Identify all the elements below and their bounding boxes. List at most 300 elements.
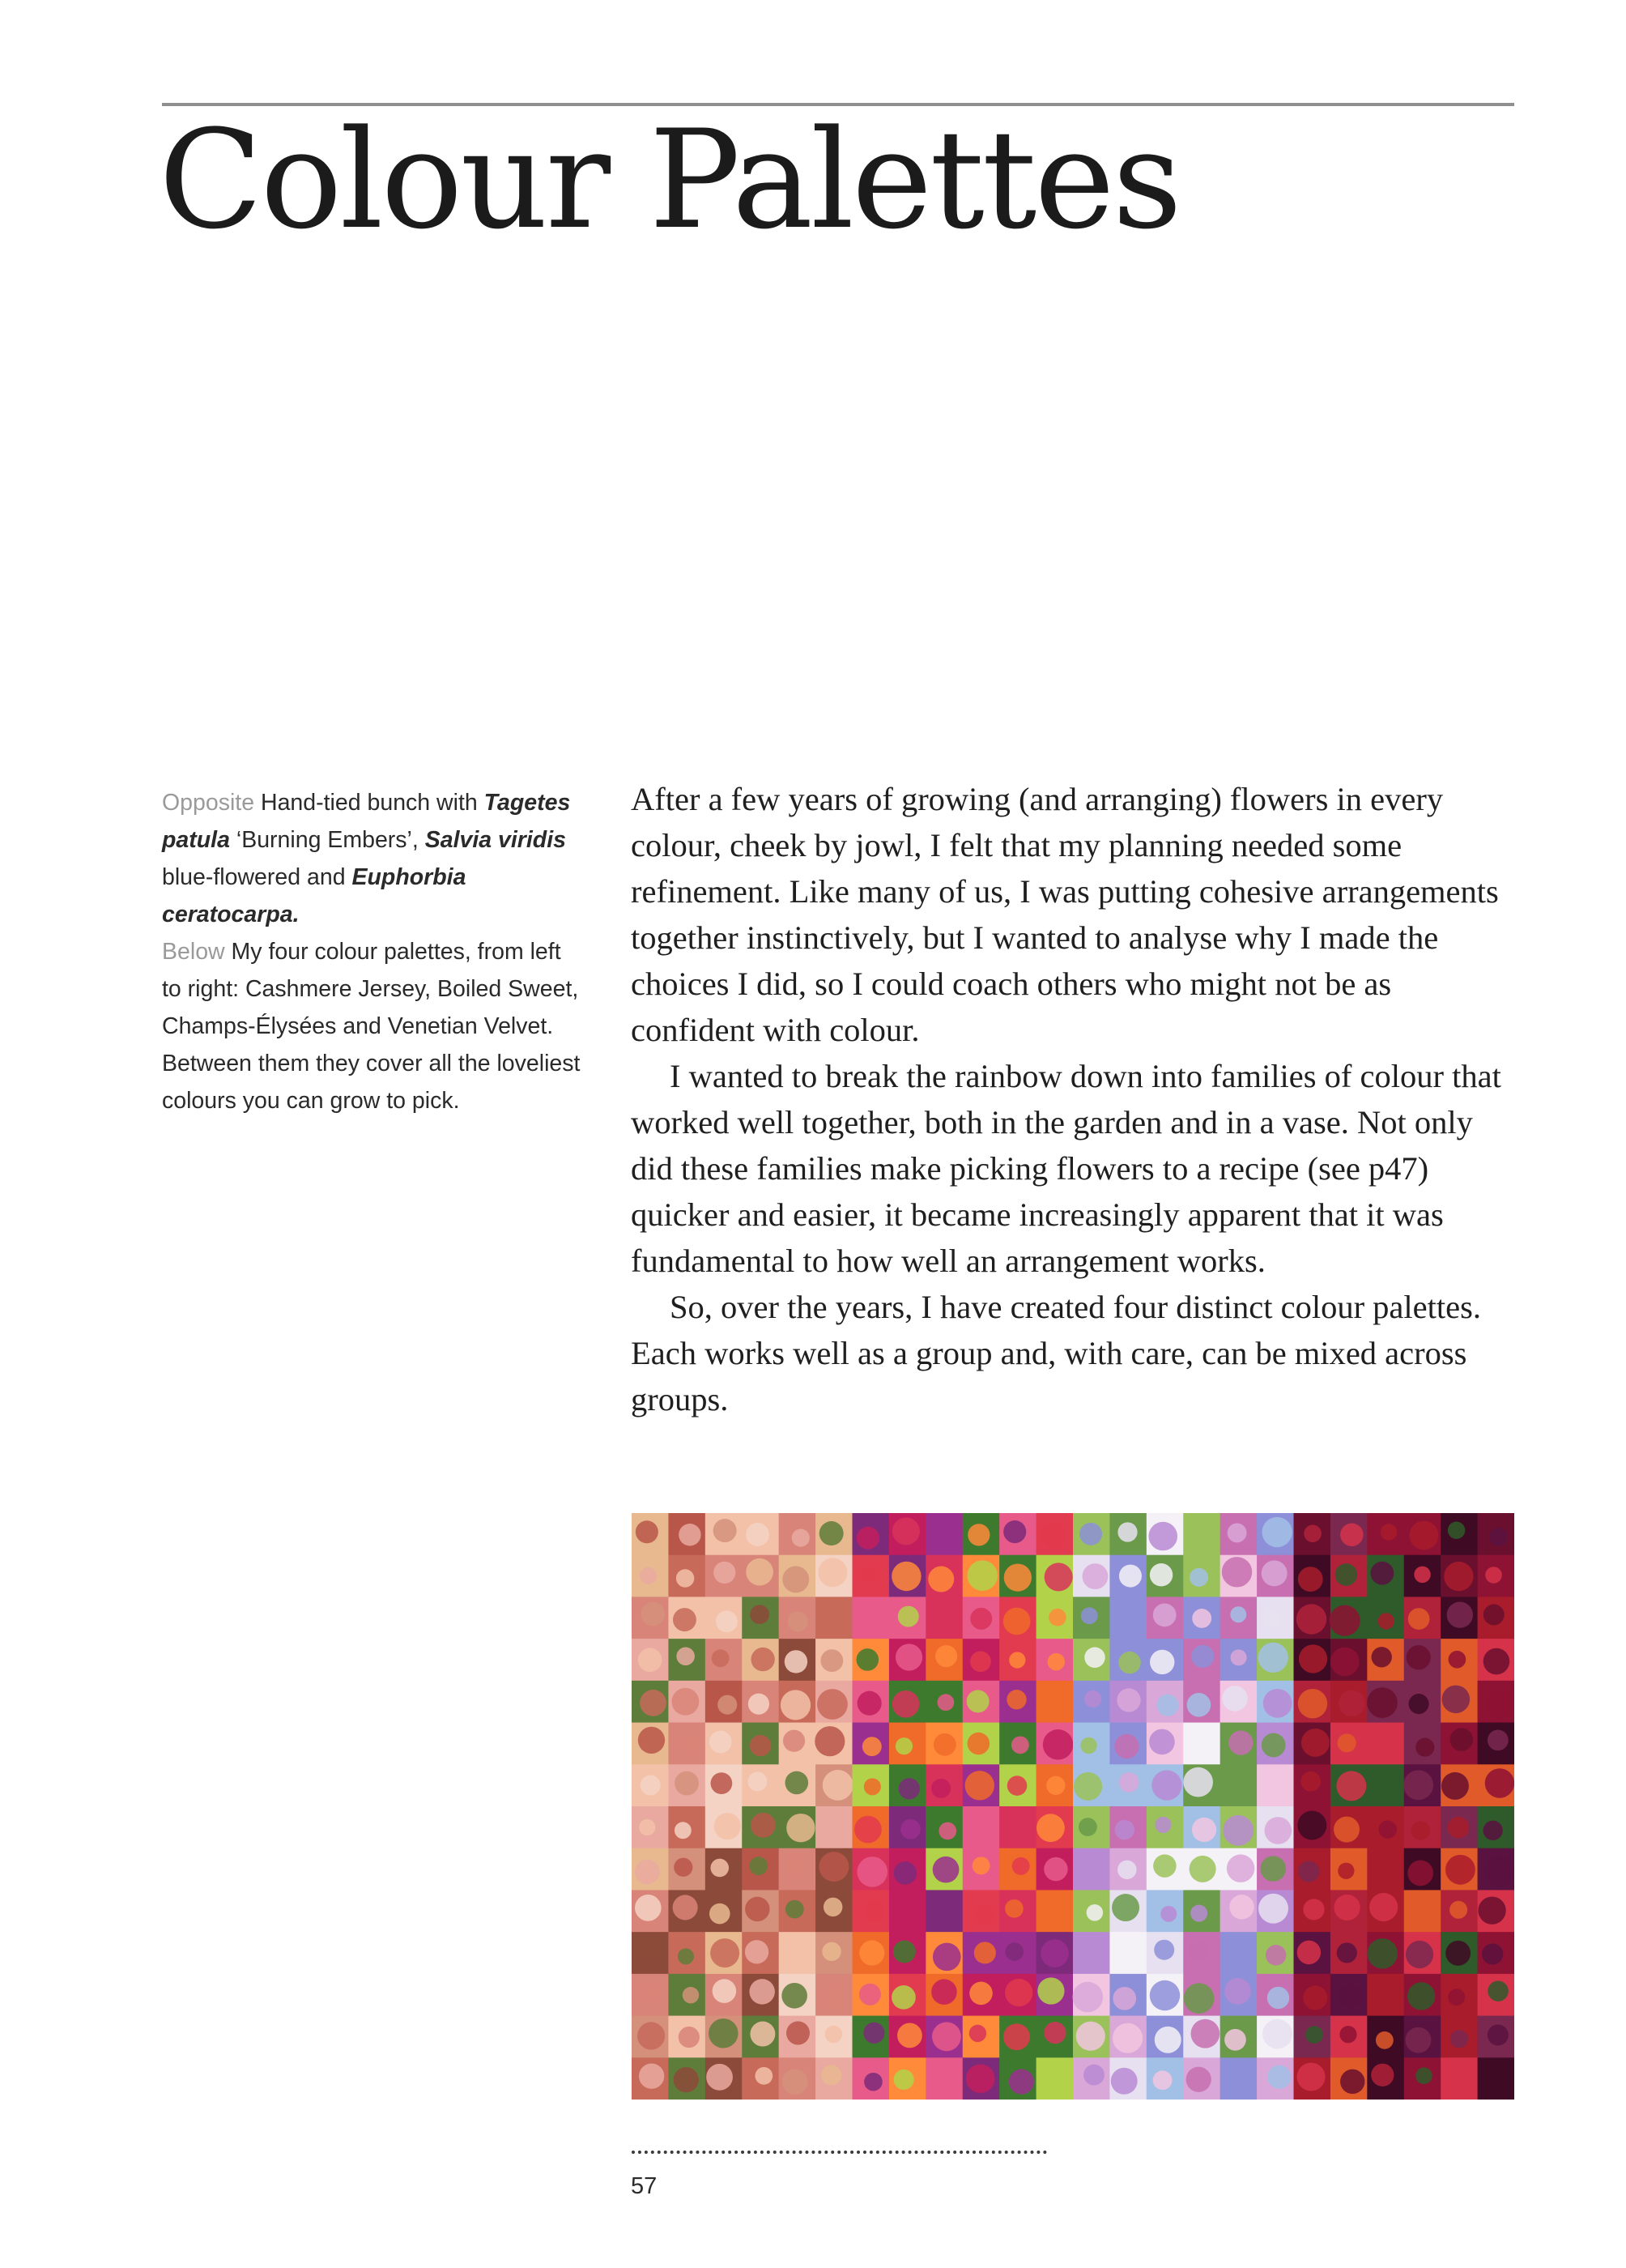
flower-tile [1330,1723,1368,1765]
flower-tile [742,1639,779,1681]
flower-tile [999,2057,1036,2100]
caption-species-1: Tagetes patula [162,790,571,853]
flower-tile [632,1806,669,1848]
flower-tile [742,1806,779,1848]
flower-tile [1257,1764,1294,1806]
flower-tile [1036,1681,1074,1723]
flower-tile [926,1764,963,1806]
flower-tile [1147,1848,1184,1891]
flower-tile [1183,1723,1220,1765]
flower-tile [1441,1681,1478,1723]
flower-tile [779,2057,816,2100]
flower-tile [1404,1681,1441,1723]
flower-tile [963,1723,1000,1765]
caption-species-2: Salvia viridis [424,827,566,853]
flower-tile [1220,1723,1258,1765]
flower-tile [999,1723,1036,1765]
flower-tile [1109,1848,1147,1891]
flower-tile [632,1639,669,1681]
flower-tile [1367,1597,1404,1639]
flower-tile [853,1848,890,1891]
flower-tile [668,1597,705,1639]
flower-tile [779,1555,816,1597]
flower-tile [1036,1848,1074,1891]
flower-tile [779,1974,816,2016]
flower-tile [632,1723,669,1765]
flower-tile [889,1764,926,1806]
flower-tile [889,1932,926,1974]
flower-tile [705,1681,743,1723]
flower-tile [1294,1513,1331,1555]
flower-tile [853,2016,890,2058]
flower-tile [705,1848,743,1891]
flower-tile [926,1681,963,1723]
flower-tile [1367,1513,1404,1555]
flower-tile [632,1597,669,1639]
flower-tile [1257,1681,1294,1723]
flower-tile [1367,1890,1404,1932]
flower-tile [1257,1639,1294,1681]
flower-tile [926,1597,963,1639]
flower-tile [779,1806,816,1848]
flower-tile [1441,1806,1478,1848]
flower-tile [668,1890,705,1932]
flower-tile [742,1848,779,1891]
flower-tile [1257,2057,1294,2100]
flower-tile [1367,2016,1404,2058]
flower-tile [1367,1848,1404,1891]
flower-tile [779,1848,816,1891]
flower-tile [926,1639,963,1681]
flower-tile [1109,1890,1147,1932]
flower-tile [853,1723,890,1765]
flower-tile [1330,1639,1368,1681]
flower-tile [1478,2016,1514,2058]
flower-tile [963,1806,1000,1848]
flower-tile [1183,1974,1220,2016]
flower-tile [815,1639,853,1681]
flower-tile [853,1764,890,1806]
flower-tile [1441,1932,1478,1974]
flower-tile [926,2016,963,2058]
flower-tile [1109,1555,1147,1597]
flower-tile [1183,1513,1220,1555]
flower-tile [705,2057,743,2100]
flower-tile [779,1513,816,1555]
flower-tile [1294,1806,1331,1848]
flower-tile [632,1681,669,1723]
flower-tile [668,1513,705,1555]
flower-tile [999,1932,1036,1974]
flower-tile [1036,2016,1074,2058]
flower-tile [1441,2057,1478,2100]
flower-tile [1183,1597,1220,1639]
flower-tile [1478,1806,1514,1848]
flower-tile [1441,2016,1478,2058]
flower-tile [1330,1513,1368,1555]
flower-tile [668,1681,705,1723]
flower-tile [889,1723,926,1765]
flower-tile [1220,1764,1258,1806]
colour-palette-mosaic [632,1513,1514,2100]
flower-tile [889,1513,926,1555]
flower-tile [1220,1681,1258,1723]
flower-tile [1294,1555,1331,1597]
flower-tile [1294,1681,1331,1723]
flower-tile [632,1932,669,1974]
flower-tile [1257,1597,1294,1639]
flower-tile [1220,1555,1258,1597]
flower-tile [1478,1932,1514,1974]
flower-tile [742,1723,779,1765]
flower-tile [999,1848,1036,1891]
flower-tile [926,1513,963,1555]
flower-tile [1404,1890,1441,1932]
flower-tile [1257,1848,1294,1891]
flower-tile [853,1681,890,1723]
flower-tile [779,1639,816,1681]
flower-tile [1441,1639,1478,1681]
flower-tile [742,1932,779,1974]
flower-tile [853,1932,890,1974]
flower-tile [1147,1764,1184,1806]
flower-tile [1109,1974,1147,2016]
flower-tile [1478,1555,1514,1597]
flower-tile [1073,1555,1110,1597]
flower-tile [1441,1974,1478,2016]
flower-tile [1036,1513,1074,1555]
photo-caption [162,784,583,1119]
flower-tile [1478,1848,1514,1891]
flower-tile [779,1723,816,1765]
flower-tile [963,2016,1000,2058]
flower-tile [779,1890,816,1932]
flower-tile [815,1723,853,1765]
flower-tile [632,2057,669,2100]
flower-tile [1073,1932,1110,1974]
flower-tile [1330,1806,1368,1848]
flower-tile [1147,1555,1184,1597]
flower-tile [1073,1764,1110,1806]
flower-tile [1404,2057,1441,2100]
flower-tile [815,1890,853,1932]
flower-tile [853,2057,890,2100]
flower-tile [632,1848,669,1891]
flower-tile [815,1932,853,1974]
flower-tile [1404,1848,1441,1891]
flower-tile [963,1932,1000,1974]
flower-tile [1257,2016,1294,2058]
flower-tile [1404,1723,1441,1765]
flower-tile [742,1681,779,1723]
flower-tile [963,1513,1000,1555]
flower-tile [668,1806,705,1848]
flower-tile [889,1555,926,1597]
flower-tile [1147,1806,1184,1848]
flower-tile [1367,1932,1404,1974]
caption-below-label: Below [162,939,225,965]
flower-tile [889,1681,926,1723]
flower-tile [1147,2016,1184,2058]
flower-tile [1367,1639,1404,1681]
flower-tile [815,2057,853,2100]
flower-tile [1109,2057,1147,2100]
flower-tile [1441,1764,1478,1806]
flower-tile [632,1974,669,2016]
flower-tile [632,1890,669,1932]
body-paragraph-3: So, over the years, I have created four distinct colour palettes. Each works well as a group and, with care, can be mixed across groups. [631,1289,1481,1418]
body-text [631,776,1522,1422]
flower-tile [1183,2016,1220,2058]
flower-tile [963,1555,1000,1597]
flower-tile [1183,1764,1220,1806]
flower-tile [1478,2057,1514,2100]
flower-tile [1367,1974,1404,2016]
flower-tile [1478,1681,1514,1723]
flower-tile [1183,1806,1220,1848]
flower-tile [1073,1681,1110,1723]
flower-tile [668,1974,705,2016]
flower-tile [1073,1639,1110,1681]
flower-tile [1036,1764,1074,1806]
flower-tile [889,1974,926,2016]
flower-tile [1330,1974,1368,2016]
flower-tile [999,1974,1036,2016]
flower-tile [1257,1513,1294,1555]
flower-tile [705,1639,743,1681]
flower-tile [1147,1723,1184,1765]
flower-tile [1330,2057,1368,2100]
flower-tile [1147,2057,1184,2100]
flower-tile [1403,1764,1441,1806]
flower-tile [1294,1639,1331,1681]
flower-tile [1109,1597,1147,1639]
flower-tile [742,1513,779,1555]
flower-tile [999,1513,1036,1555]
flower-tile [1036,1932,1074,1974]
page-number: 57 [631,2173,658,2199]
flower-tile [889,2016,926,2058]
flower-tile [1183,1639,1220,1681]
flower-tile [1441,1848,1478,1891]
flower-tile [742,1974,779,2016]
flower-tile [815,1513,853,1555]
flower-tile [1441,1513,1478,1555]
flower-tile [1183,1848,1220,1891]
flower-tile [999,1890,1036,1932]
flower-tile [779,1764,816,1806]
flower-tile [1073,1723,1110,1765]
flower-tile [742,2016,779,2058]
flower-tile [742,1555,779,1597]
flower-tile [742,1890,779,1932]
dotted-rule [632,2151,1047,2154]
flower-tile [1367,1681,1404,1723]
flower-tile [779,1932,816,1974]
flower-tile [779,2016,816,2058]
flower-tile [742,1597,779,1639]
caption-species-1-cultivar: ‘Burning Embers’, [236,827,419,853]
flower-tile [963,2057,1000,2100]
caption-below [162,933,583,1119]
flower-tile [1294,1974,1331,2016]
flower-tile [705,1723,743,1765]
caption-opposite-label: Opposite [162,790,255,816]
flower-tile [1147,1639,1184,1681]
flower-tile [1294,2016,1331,2058]
flower-tile [1147,1681,1184,1723]
flower-tile [815,1597,853,1639]
flower-tile [999,1597,1036,1639]
flower-tile [815,1555,853,1597]
flower-tile [742,1764,779,1806]
flower-tile [1404,1597,1441,1639]
flower-tile [1220,1513,1258,1555]
flower-tile [1404,1974,1441,2016]
flower-tile [1257,1555,1294,1597]
flower-tile [963,1639,1000,1681]
flower-tile [1294,1597,1331,1639]
flower-tile [1294,1932,1331,1974]
flower-tile [1183,1555,1220,1597]
flower-tile [1367,2057,1404,2100]
flower-tile [1109,1513,1147,1555]
flower-tile [1036,1597,1074,1639]
flower-tile [889,1597,926,1639]
flower-tile [1073,1597,1110,1639]
flower-tile [1330,1681,1368,1723]
flower-tile [815,1974,853,2016]
flower-tile [815,1764,853,1806]
flower-tile [705,1974,743,2016]
caption-opposite [162,784,583,933]
flower-tile [1478,1513,1514,1555]
flower-tile [1183,1681,1220,1723]
flower-tile [1220,1639,1258,1681]
flower-tile [1220,1597,1258,1639]
flower-tile [1036,2057,1074,2100]
flower-tile [1147,1932,1184,1974]
flower-tile [853,1974,890,2016]
flower-tile [1294,1848,1331,1891]
flower-tile [1478,1764,1514,1806]
flower-tile [1220,2057,1258,2100]
flower-tile [1109,1639,1147,1681]
caption-species-3: Euphorbia ceratocarpa. [162,864,466,927]
flower-tile [999,1806,1036,1848]
flower-tile [999,1764,1036,1806]
flower-tile [1478,1974,1514,2016]
flower-tile [815,1681,853,1723]
flower-tile [1220,1806,1258,1848]
flower-tile [1367,1806,1404,1848]
flower-tile [668,1932,705,1974]
flower-tile [779,1597,816,1639]
flower-tile [853,1597,890,1639]
flower-tile [1220,1932,1258,1974]
flower-tile [1183,2057,1220,2100]
flower-tile [1330,2016,1368,2058]
flower-tile [1478,1639,1514,1681]
flower-tile [1404,1806,1441,1848]
flower-tile [668,1848,705,1891]
flower-tile [926,1890,963,1932]
flower-tile [1220,1848,1258,1891]
flower-tile [742,2057,779,2100]
flower-tile [926,2057,963,2100]
flower-tile [1072,1974,1109,2016]
flower-tile [1257,1974,1294,2016]
flower-tile [999,1681,1036,1723]
flower-tile [926,1555,963,1597]
flower-tile [1147,1974,1184,2016]
flower-tile [632,1555,669,1597]
flower-tile [853,1639,890,1681]
caption-below-text: My four colour palettes, from left to right: Cashmere Jersey, Boiled Sweet, Champs-Élysées and Venetian Velvet. Between them they cover all the loveliest colours you can grow to pick. [162,939,581,1114]
flower-tile [889,1890,926,1932]
flower-tile [668,2057,705,2100]
flower-tile [668,1723,705,1765]
flower-tile [1220,1890,1258,1932]
flower-tile [963,1974,1000,2016]
flower-tile [1294,1764,1331,1806]
flower-tile [926,1806,963,1848]
flower-tile [1294,2057,1331,2100]
flower-tile [1147,1890,1184,1932]
flower-tile [1478,1723,1514,1765]
flower-tile [1441,1723,1478,1765]
flower-tile [1367,1764,1404,1806]
flower-tile [999,1555,1036,1597]
flower-tile [1404,1555,1441,1597]
flower-tile [1073,1513,1110,1555]
flower-tile [1330,1597,1368,1639]
flower-tile [1073,1848,1110,1891]
flower-tile [1036,1555,1074,1597]
flower-tile [853,1513,890,1555]
flower-tile [668,1639,705,1681]
flower-tile [1183,1890,1220,1932]
flower-mosaic-image [632,1513,1514,2100]
flower-tile [926,1974,963,2016]
flower-tile [668,2016,705,2058]
flower-tile [889,1806,926,1848]
flower-tile [1109,1932,1147,1974]
flower-tile [853,1555,890,1597]
flower-tile [668,1764,705,1806]
flower-tile [1073,1806,1110,1848]
flower-tile [1109,1681,1147,1723]
flower-tile [779,1681,816,1723]
flower-tile [1036,1806,1074,1848]
flower-tile [1330,1848,1368,1891]
flower-tile [1441,1555,1478,1597]
caption-species-2-suffix: blue-flowered and [162,864,346,890]
flower-tile [1220,2016,1258,2058]
flower-tile [1441,1890,1478,1932]
flower-tile [1036,1723,1074,1765]
flower-tile [1073,1890,1110,1932]
flower-tile [999,1639,1036,1681]
flower-tile [632,2016,669,2058]
flower-tile [1109,1806,1147,1848]
flower-tile [705,1806,743,1848]
flower-tile [1147,1513,1184,1555]
flower-tile [1036,1639,1074,1681]
flower-tile [1294,1723,1331,1765]
flower-tile [1220,1974,1258,2016]
flower-tile [1330,1890,1368,1932]
